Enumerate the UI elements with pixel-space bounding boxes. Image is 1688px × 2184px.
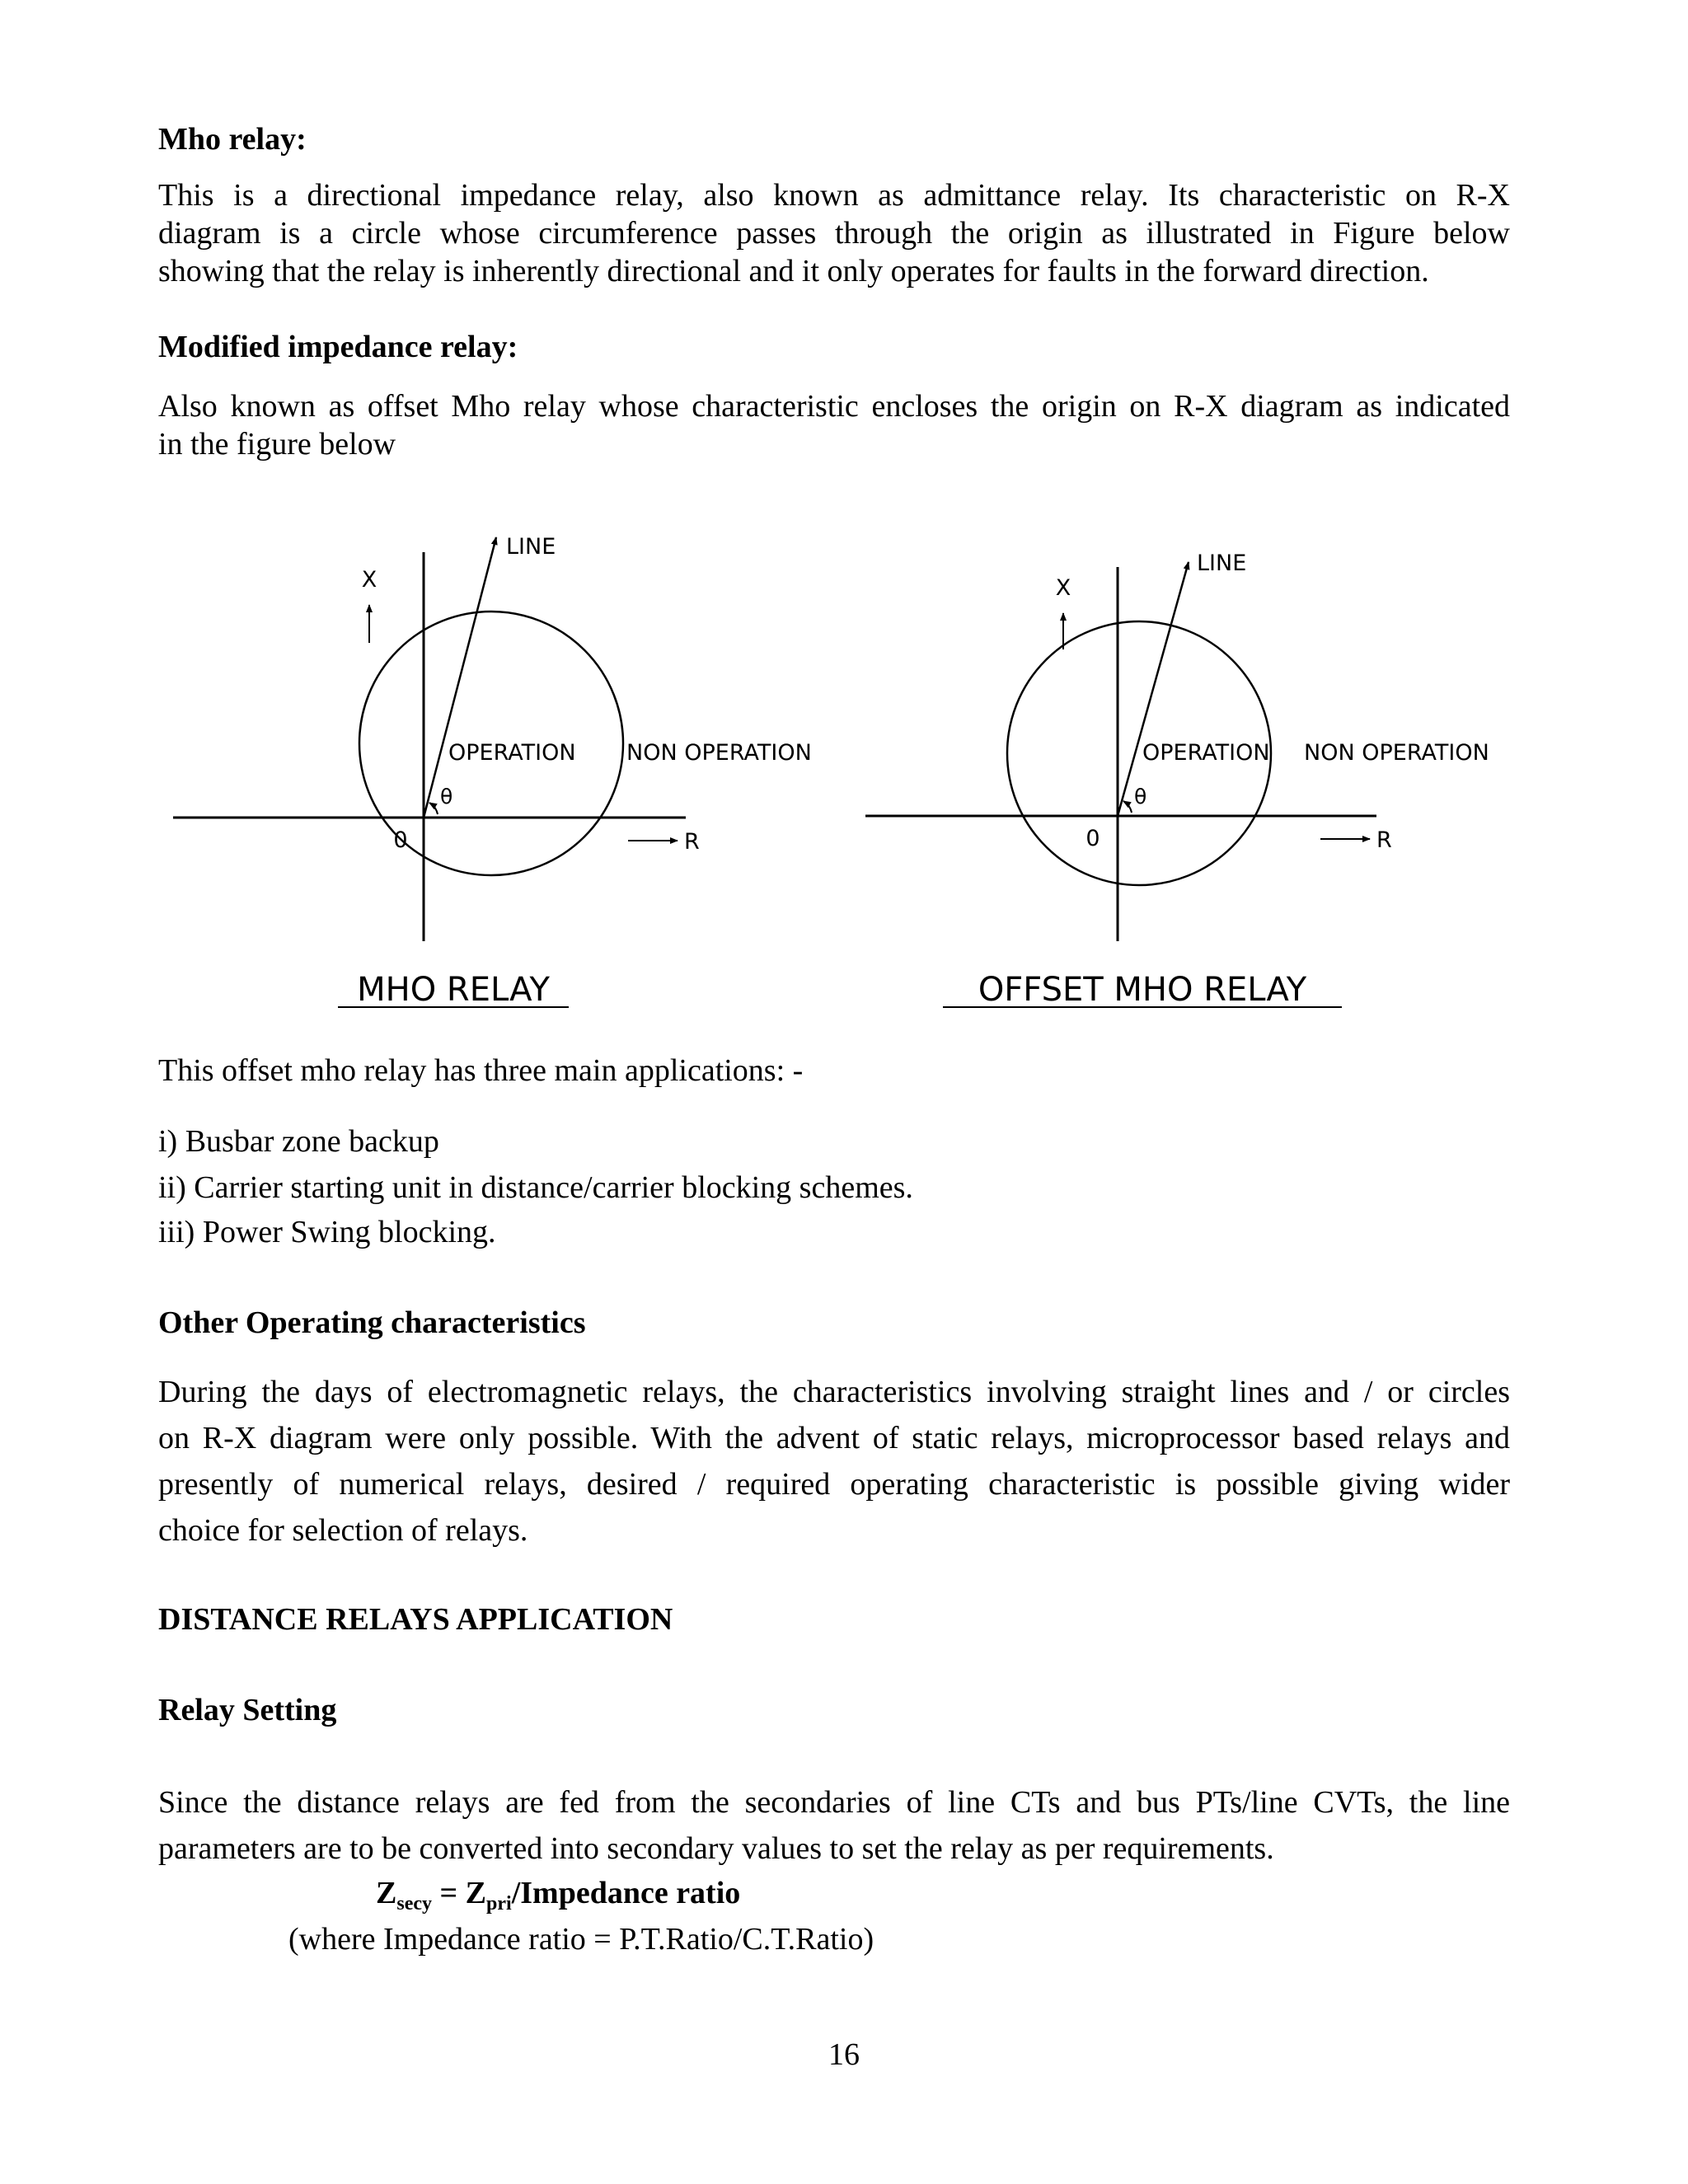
formula-rest: /Impedance ratio: [511, 1876, 741, 1910]
mho-x-label: X: [361, 567, 377, 593]
applications-intro: This offset mho relay has three main applications: -: [158, 1053, 804, 1088]
offset-non-operation-label: NON OPERATION: [1304, 740, 1489, 766]
modified-para-line-2: in the figure below: [158, 427, 396, 462]
other-para-line-3: presently of numerical relays, desired / required operating characteristic is possible giving wider: [158, 1467, 1510, 1502]
mho-origin-label: 0: [393, 827, 408, 853]
formula-sub-secy: secy: [396, 1893, 433, 1915]
setting-para-line-2: parameters are to be converted into secondary values to set the relay as per requirements.: [158, 1831, 1274, 1866]
formula-eq: = Z: [432, 1876, 487, 1910]
offset-r-label: R: [1376, 827, 1392, 853]
heading-relay-setting: Relay Setting: [158, 1693, 337, 1727]
heading-modified-impedance-relay: Modified impedance relay:: [158, 330, 518, 364]
other-para-line-1: During the days of electromagnetic relays, the characteristics involving straight lines and / or circles: [158, 1375, 1510, 1409]
offset-origin-label: 0: [1085, 826, 1100, 851]
offset-caption: OFFSET MHO RELAY: [978, 971, 1307, 1009]
mho-non-operation-label: NON OPERATION: [626, 740, 812, 766]
offset-line-label: LINE: [1197, 551, 1247, 576]
offset-x-label: X: [1055, 575, 1071, 601]
application-item-2: ii) Carrier starting unit in distance/carrier blocking schemes.: [158, 1170, 913, 1205]
mho-theta-label: θ: [440, 785, 453, 808]
mho-operation-label: OPERATION: [448, 740, 576, 766]
mho-para-line-3: showing that the relay is inherently directional and it only operates for faults in the forward direction.: [158, 254, 1429, 288]
other-para-line-4: choice for selection of relays.: [158, 1513, 528, 1548]
formula-z: Z: [376, 1876, 397, 1910]
mho-r-label: R: [684, 829, 700, 855]
offset-theta-label: θ: [1134, 785, 1147, 808]
mho-line-label: LINE: [506, 534, 556, 560]
mho-para-line-2: diagram is a circle whose circumference passes through the origin as illustrated in Figure below: [158, 216, 1510, 251]
mho-caption: MHO RELAY: [357, 971, 550, 1009]
relay-characteristics-figure: [157, 519, 1541, 1030]
offset-line-arrow: [1118, 562, 1189, 816]
mho-relay-diagram: [173, 534, 812, 1009]
application-item-1: i) Busbar zone backup: [158, 1124, 439, 1159]
heading-distance-relays-application: DISTANCE RELAYS APPLICATION: [158, 1602, 673, 1637]
heading-other-characteristics: Other Operating characteristics: [158, 1305, 586, 1340]
setting-para-line-1: Since the distance relays are fed from the secondaries of line CTs and bus PTs/line CVTs, the line: [158, 1785, 1510, 1820]
mho-line-arrow: [424, 537, 496, 818]
application-item-3: iii) Power Swing blocking.: [158, 1215, 496, 1249]
offset-operation-label: OPERATION: [1142, 740, 1270, 766]
page-number: 16: [828, 2037, 860, 2072]
impedance-formula: [376, 1874, 741, 1915]
mho-para-line-1: This is a directional impedance relay, also known as admittance relay. Its characteristic on R-X: [158, 178, 1510, 213]
other-para-line-2: on R-X diagram were only possible. With the advent of static relays, microprocessor based relays and: [158, 1421, 1510, 1455]
offset-theta-arc: [1123, 801, 1132, 813]
modified-para-line-1: Also known as offset Mho relay whose characteristic encloses the origin on R-X diagram as indicated: [158, 389, 1510, 424]
mho-theta-arc: [429, 803, 438, 814]
heading-mho-relay: Mho relay:: [158, 122, 307, 157]
impedance-ratio-note: (where Impedance ratio = P.T.Ratio/C.T.Ratio): [288, 1922, 874, 1957]
offset-mho-relay-diagram: [865, 551, 1489, 1009]
formula-sub-pri: pri: [486, 1893, 512, 1915]
